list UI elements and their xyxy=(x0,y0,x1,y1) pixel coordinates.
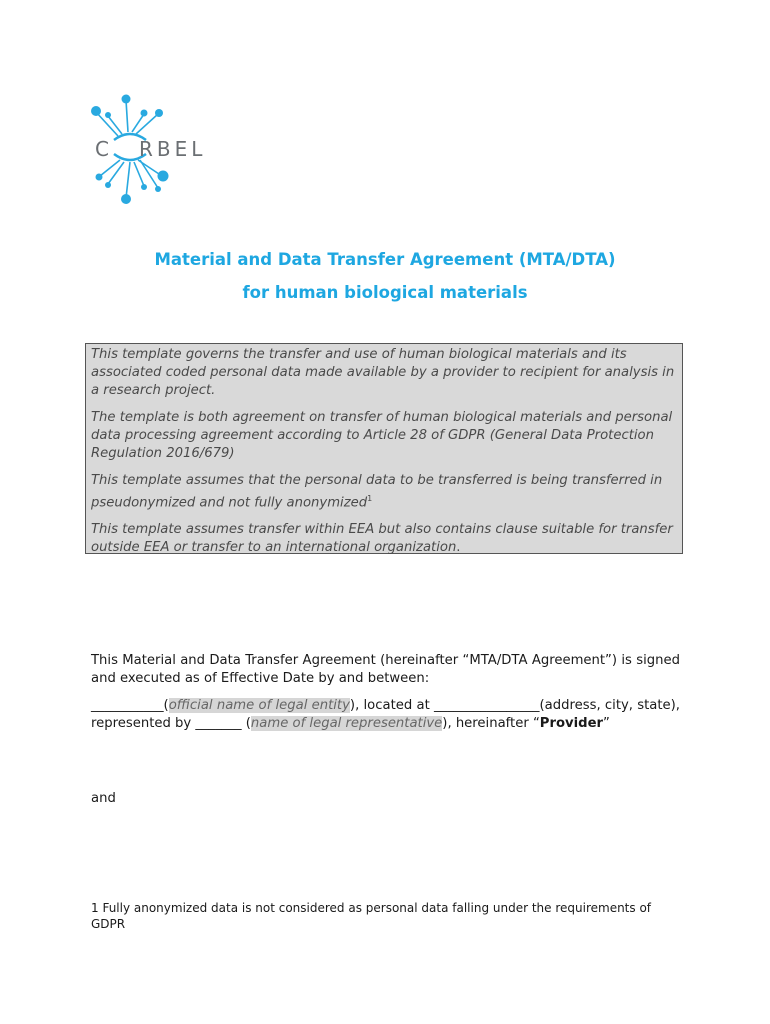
legal-entity-blank: ___________( xyxy=(91,698,169,713)
logo-letter-c: C xyxy=(95,137,113,161)
provider-clause-middle: ), located at ________________(address, city, state), represented by _______ ( xyxy=(91,698,680,731)
logo-letters-rbel: RBEL xyxy=(138,137,207,161)
and-separator: and xyxy=(91,791,116,806)
logo-wordmark xyxy=(95,137,206,161)
legal-representative-placeholder[interactable]: name of legal representative xyxy=(250,716,443,731)
provider-clause-tail: ), hereinafter “ xyxy=(442,716,540,731)
notice-paragraph-1: This template governs the transfer and use of human biological materials and its associated coded personal data made available by a provider to recipient for analysis in a research project. xyxy=(91,347,675,398)
legal-entity-placeholder[interactable]: official name of legal entity xyxy=(168,698,350,713)
document-subtitle: for human biological materials xyxy=(242,283,528,302)
document-title: Material and Data Transfer Agreement (MTA/DTA) xyxy=(154,250,616,269)
template-notice-box xyxy=(85,343,683,554)
provider-clause-end: ” xyxy=(603,716,610,731)
footnote: 1 Fully anonymized data is not considered as personal data falling under the requirements of GDPR xyxy=(91,901,652,931)
notice-paragraph-4-end: . xyxy=(456,540,461,556)
notice-paragraph-2: The template is both agreement on transfer of human biological materials and personal data processing agreement according to Article 28 of GDPR (General Data Protection Regulation 2016/679) xyxy=(91,410,673,461)
provider-term: Provider xyxy=(539,716,604,731)
notice-paragraph-4-text: This template assumes transfer within EEA but also contains clause suitable for transfer outside EEA or transfer to an international organization xyxy=(91,522,673,556)
notice-paragraph-3-text: This template assumes that the personal data to be transferred is being transferred in pseudonymized and not fully anonymized xyxy=(91,473,663,511)
notice-paragraph-4 xyxy=(91,521,676,557)
agreement-intro: This Material and Data Transfer Agreement (hereinafter “MTA/DTA Agreement”) is signed and executed as of Effective Date by and between: xyxy=(91,653,680,686)
notice-paragraph-3 xyxy=(91,472,676,512)
provider-clause xyxy=(91,697,680,733)
footnote-ref[interactable]: 1 xyxy=(367,494,373,503)
